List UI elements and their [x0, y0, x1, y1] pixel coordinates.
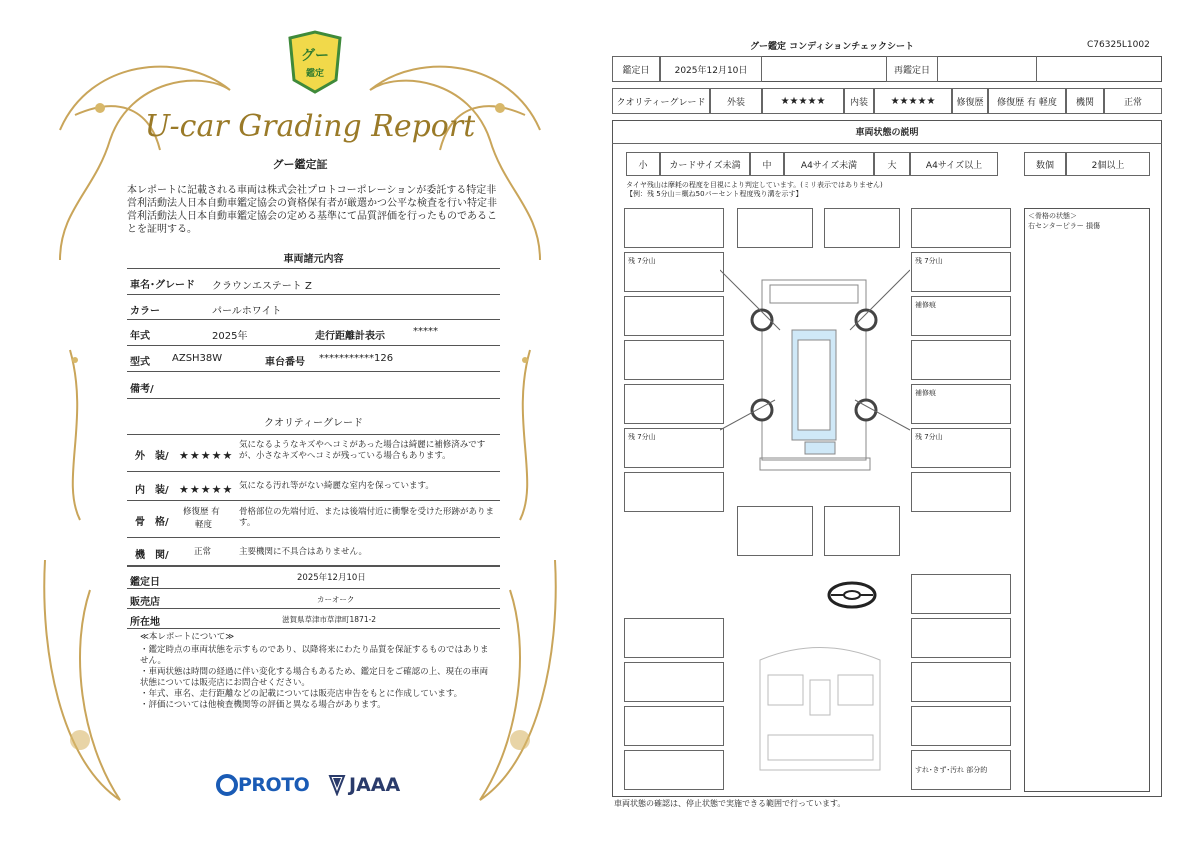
note-item: ・年式、車名、走行距離などの記載については販売店申告をもとに作成しています。	[140, 689, 463, 699]
note-box-left-2	[624, 340, 724, 380]
sheet-code: C76325L1002	[1087, 40, 1150, 50]
legend-medium: 中	[750, 152, 784, 176]
note-box-front-1	[624, 208, 724, 248]
remarks-label: 備考/	[130, 384, 154, 395]
note-box-right-3	[911, 384, 1011, 424]
note-box-front-2	[737, 208, 813, 248]
note-box-int-right-4	[911, 750, 1011, 790]
frame-state-box	[1024, 208, 1150, 792]
note-item: ・評価については他検査機関等の評価と異なる場合があります。	[140, 700, 386, 710]
exterior-stars: ★★★★★	[179, 449, 234, 462]
note-box-steering	[911, 574, 1011, 614]
color-label: カラー	[130, 306, 160, 317]
note-box-rr-tire	[911, 428, 1011, 468]
goo-kantei-badge-icon	[286, 30, 344, 94]
sheet-exterior-label: 外装	[710, 88, 762, 114]
certificate-heading: グー鑑定証	[272, 158, 328, 171]
note-box-int-left-1	[624, 618, 724, 658]
engine-desc: 主要機関に不具合はありません。	[239, 547, 368, 557]
proto-logo-icon	[216, 774, 238, 796]
note-box-int-left-2	[624, 662, 724, 702]
date-label: 鑑定日	[130, 577, 160, 588]
quality-title: クオリティーグレード	[264, 418, 363, 429]
legend-medium-desc: A4サイズ未満	[784, 152, 874, 176]
note-box-fl-tire	[624, 252, 724, 292]
sheet-date-label: 鑑定日	[612, 56, 660, 82]
note-box-int-left-3	[624, 706, 724, 746]
frame-value-1: 修復歴 有	[183, 507, 220, 517]
sheet-engine-label: 機関	[1066, 88, 1104, 114]
jaaa-logo	[328, 772, 400, 798]
name-value: クラウンエステート Z	[212, 281, 312, 292]
interior-desc: 気になる汚れ等がない綺麗な室内を保っています。	[239, 481, 434, 491]
note-box-front-3	[824, 208, 900, 248]
frame-desc: 骨格部位の先端付近、または後端付近に衝撃を受けた形跡があります。	[239, 507, 495, 528]
spec-table	[127, 268, 500, 399]
sheet-grade-label: クオリティーグレード	[612, 88, 710, 114]
engine-label: 機 関/	[135, 550, 169, 561]
note-box-fr-tire	[911, 252, 1011, 292]
color-value: パールホワイト	[212, 306, 282, 317]
note-box-left-4	[624, 472, 724, 512]
mileage-label: 走行距離計表示	[315, 331, 385, 342]
exterior-desc: 気になるようなキズやへコミがあった場合は綺麗に補修済みですが、小さなキズやへコミが残っている場合もあります。	[239, 440, 486, 461]
notes-title: ≪本レポートについて≫	[140, 632, 235, 642]
note-box-right-4	[911, 472, 1011, 512]
redate-label: 再鑑定日	[886, 56, 938, 82]
note-box-rear-1	[737, 506, 813, 556]
legend-count-label: 数個	[1024, 152, 1066, 176]
redate-value	[1036, 56, 1162, 82]
jaaa-logo-text: JAAA	[349, 774, 401, 796]
jaaa-logo-icon	[328, 774, 346, 796]
steering-wheel-icon	[826, 580, 878, 610]
car-interior-diagram	[750, 640, 890, 780]
note-box-left-1	[624, 296, 724, 336]
tire-note-1: タイヤ残山は摩耗の程度を目視により判定しています。(ミリ表示ではありません)	[626, 181, 883, 189]
note-item: ・鑑定時点の車両状態を示すものであり、以降将来にわたり品質を保証するものではありません。	[140, 645, 489, 666]
svg-text:U-car Grading Report: U-car Grading Report	[145, 109, 475, 144]
proto-logo-text: PROTO	[238, 774, 310, 796]
note-box-int-right-1	[911, 618, 1011, 658]
sheet-engine-value: 正常	[1104, 88, 1162, 114]
interior-label: 内 装/	[135, 485, 169, 496]
fr-tire-note: 残 7分山	[915, 257, 943, 265]
interior-dirt-note: すれ･きず･汚れ 部分的	[915, 766, 988, 774]
location-value: 滋賀県草津市草津町1871-2	[282, 615, 377, 624]
proto-logo	[216, 772, 309, 798]
dealer-label: 販売店	[130, 597, 160, 608]
notes-list	[140, 645, 490, 711]
fr-repair-note: 補修痕	[915, 301, 936, 309]
note-box-rl-tire	[624, 428, 724, 468]
fl-tire-note: 残 7分山	[628, 257, 656, 265]
condition-check-sheet	[600, 0, 1200, 848]
engine-value: 正常	[194, 547, 212, 557]
dealer-value: カーオーク	[317, 595, 355, 604]
certificate-intro: 本レポートに記載される車両は株式会社プロトコーポレーションが委託する特定非営利活動法人日本自動車鑑定協会の資格保有者が厳選かつ公平な検査を行い特定非営利活動法人日本自動車鑑定協会の定める基準にて品質評価を行ったものであることを証明する。	[127, 185, 497, 235]
car-topview-diagram	[720, 250, 910, 490]
frame-value-2: 軽度	[195, 520, 213, 530]
spacer	[624, 516, 724, 522]
frame-state-title: ＜骨格の状態＞	[1028, 212, 1077, 220]
spec-title: 車両諸元内容	[283, 254, 344, 265]
note-item: ・車両状態は時間の経過に伴い変化する場合もあるため、鑑定日をご確認の上、現在の車両状態については販売店にお問合せください。	[140, 667, 489, 688]
year-value: 2025年	[212, 331, 248, 342]
legend-small-desc: カードサイズ未満	[660, 152, 750, 176]
sheet-repair-value: 修復歴 有 軽度	[988, 88, 1066, 114]
legend-large-desc: A4サイズ以上	[910, 152, 998, 176]
report-title	[145, 100, 475, 150]
note-box-int-right-3	[911, 706, 1011, 746]
year-label: 年式	[130, 331, 150, 342]
rr-repair-note: 補修痕	[915, 389, 936, 397]
sheet-footer: 車両状態の確認は、停止状態で実施できる範囲で行っています。	[614, 799, 846, 808]
svg-text:鑑定: 鑑定	[305, 69, 325, 79]
rl-tire-note: 残 7分山	[628, 433, 656, 441]
location-label: 所在地	[130, 617, 160, 628]
note-box-int-right-2	[911, 662, 1011, 702]
exterior-label: 外 装/	[135, 451, 169, 462]
legend-count-value: 2個以上	[1066, 152, 1150, 176]
frame-state-value: 右センターピラー 損傷	[1028, 222, 1100, 230]
quality-table	[127, 434, 500, 566]
chassis-value: ***********126	[319, 353, 394, 364]
name-label: 車名･グレード	[130, 280, 195, 291]
svg-text:グー: グー	[301, 48, 329, 64]
date-value: 2025年12月10日	[297, 573, 366, 583]
mileage-value: *****	[413, 326, 438, 337]
dealer-table	[127, 566, 500, 629]
note-box-rear-2	[824, 506, 900, 556]
model-label: 型式	[130, 357, 150, 368]
vehicle-state-title: 車両状態の説明	[612, 120, 1162, 144]
note-box-right-1	[911, 296, 1011, 336]
interior-stars: ★★★★★	[179, 483, 234, 496]
sheet-interior-label: 内装	[844, 88, 874, 114]
sheet-title: グー鑑定 コンディションチェックシート	[750, 42, 914, 52]
note-box-int-left-4	[624, 750, 724, 790]
sheet-repair-label: 修復歴	[952, 88, 988, 114]
legend-small: 小	[626, 152, 660, 176]
note-box-front-4	[911, 208, 1011, 248]
chassis-label: 車台番号	[265, 357, 305, 368]
sheet-interior-stars: ★★★★★	[874, 88, 952, 114]
tire-note-2: 【例：残 5分山＝概ね50パーセント程度残り溝を示す】	[626, 190, 803, 198]
note-box-right-2	[911, 340, 1011, 380]
frame-label: 骨 格/	[135, 517, 169, 528]
rr-tire-note: 残 7分山	[915, 433, 943, 441]
note-box-left-3	[624, 384, 724, 424]
sheet-exterior-stars: ★★★★★	[762, 88, 844, 114]
legend-large: 大	[874, 152, 910, 176]
model-value: AZSH38W	[172, 353, 223, 364]
sheet-date-value: 2025年12月10日	[660, 56, 762, 82]
